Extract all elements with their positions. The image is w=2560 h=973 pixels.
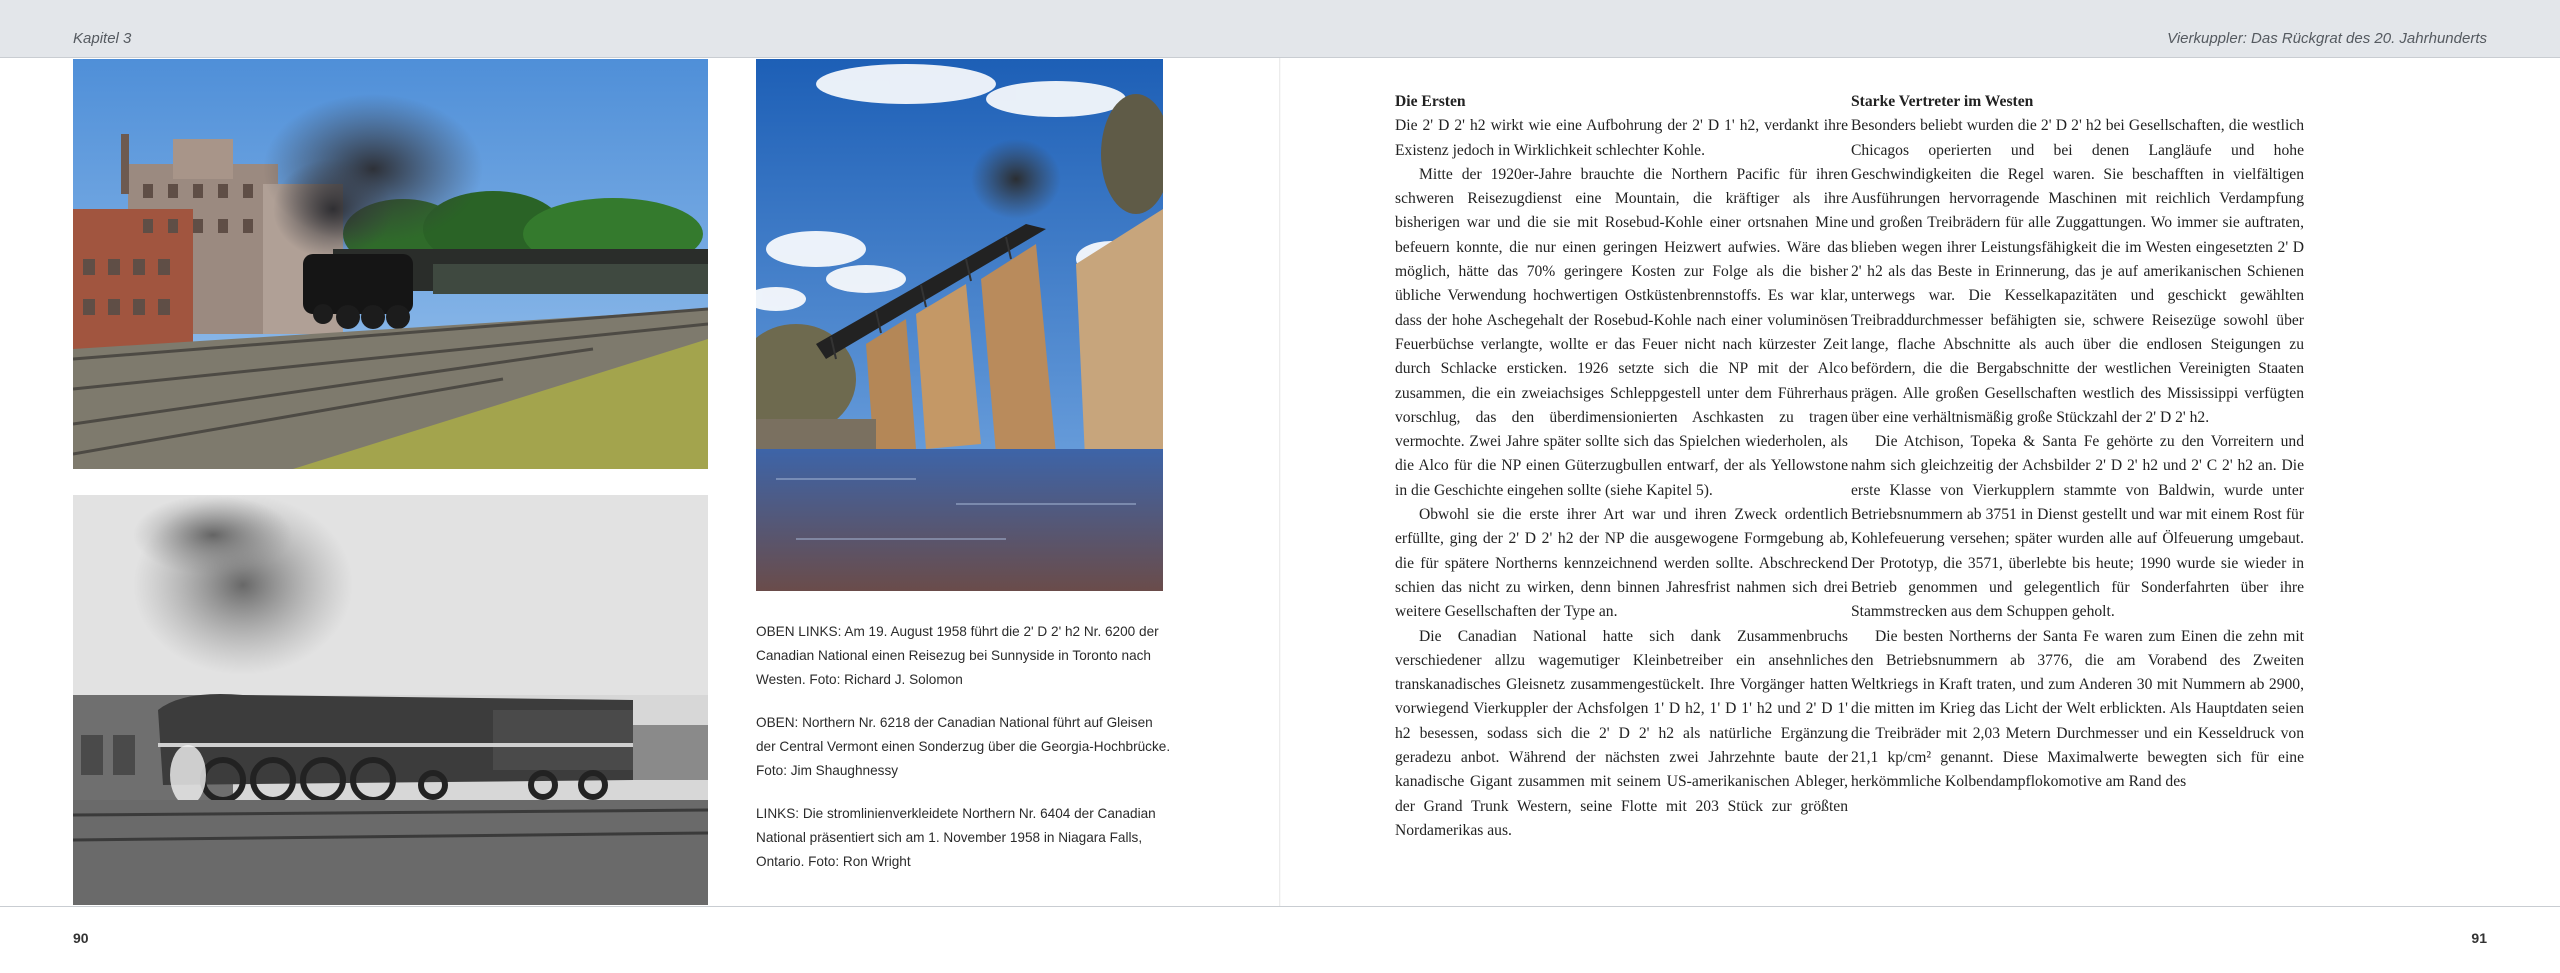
text-column-2 — [1851, 90, 2304, 795]
paragraph: Obwohl sie die erste ihrer Art war und ihren Zweck ordentlich erfüllte, ging der 2' D 2' h2 der NP die ausgewogene Formgebung ab, die für spätere Northerns kennzeichnend werden sollte. Abschreckend schien das nicht zu wirken, denn binnen Jahresfrist nahmen sich drei weitere Gesellschaften der Type an. — [1395, 506, 1848, 621]
paragraph: Besonders beliebt wurden die 2' D 2' h2 bei Gesellschaften, die westlich Chicagos operierten und bei denen Langläufe und hohe Geschwindigkeiten die Regel waren. Sie beschafften in vielfältigen Ausführungen hervorragende Maschinen mit reichlich Verdampfung und großen Treibrädern für alle Zuggattungen. Wo immer sie auftraten, blieben wegen ihrer Leistungsfähigkeit die im Westen eingesetzten 2' D 2' h2 als das Beste in Erinnerung, das je auf amerikanischen Schienen unterwegs war. Die Kesselkapazitäten und geschickt gewählten Treibraddurchmesser befähigten sie, schwere Reisezüge sowohl über lange, flache Abschnitte als auch über die endlosen Steigungen zu befördern, die die Bergabschnitte der westlichen Vereinigten Staaten prägen. Alle großen Gesellschaften westlich des Mississippi verfügten über eine verhältnismäßig große Stückzahl der 2' D 2' h2. — [1851, 117, 2304, 426]
photo-steam-train-station — [73, 59, 708, 469]
chapter-label: Kapitel 3 — [73, 30, 132, 47]
section-heading: Starke Vertreter im Westen — [1851, 93, 2034, 110]
paragraph: Die Canadian National hatte sich dank Zusammenbruchs verschiedener allzu wagemutiger Kleinbetreiber ein ansehnliches transkanadisches Gleisnetz zusammengestückelt. Ihre Vorgänger hatten vorwiegend Vierkuppler der Achsfolgen 1' D h2, 1' D 1' h2 und 2' D 1' h2 besessen, sodass sich die 2' D 2' h2 als natürliche Ergänzung geradezu anbot. Während der nächsten zwei Jahrzehnte baute der kanadische Gigant zusammen mit seinem US-amerikanischen Ableger, der Grand Trunk Western, seine Flotte mit 203 Stück zur größten Nordamerikas aus. — [1395, 627, 1848, 839]
chapter-title: Vierkuppler: Das Rückgrat des 20. Jahrhunderts — [2167, 30, 2487, 47]
paragraph: Die besten Northerns der Santa Fe waren zum Einen die zehn mit den Betriebsnummern ab 3776, die am Vorabend des Zweiten Weltkriegs in Kraft traten, und zum Anderen 30 mit Nummern ab 2900, die mitten im Krieg das Licht der Welt erblickten. Als Hauptdaten seien die Treibräder mit 2,03 Metern Durchmesser und ein Kesseldruck von 21,1 kp/cm² genannt. Diese Maximalwerte bewegten sich für eine herkömmliche Kolbendampflokomotive am Rand des — [1851, 627, 2304, 791]
photo-captions — [756, 620, 1171, 893]
photo-train-on-bridge-image — [756, 59, 1163, 591]
photo-train-on-bridge — [756, 59, 1163, 591]
paragraph: Mitte der 1920er-Jahre brauchte die Northern Pacific für ihren schweren Reisezugdienst eine Mountain, die kräftiger als ihre bisherigen war und die sie mit Rosebud-Kohle einer ortsnahen Mine befeuern konnte, die nur einen geringen Heizwert aufwies. Wäre das möglich, hätte das 70% geringere Kosten zur Folge als die bisher übliche Verwendung hochwertigen Ostküstenbrennstoffs. Es war klar, dass der hohe Aschegehalt der Rosebud-Kohle nach einer voluminösen Feuerbüchse verlangte, wollte er das Feuer nicht nach kürzester Zeit durch Schlacke ersticken. 1926 setzte sich die NP mit der Alco zusammen, die ein zweiachsiges Schleppgestell unter dem Führerhaus vorschlug, das den überdimensionierten Aschkasten zu tragen vermochte. Zwei Jahre später sollte sich das Spielchen wiederholen, als die Alco für die NP einen Güterzugbullen entwarf, der als Yellowstone in die Geschichte eingehen sollte (siehe Kapitel 5). — [1395, 165, 1848, 499]
page-number-left: 90 — [73, 930, 89, 946]
caption-left: LINKS: Die stromlinienverkleidete Northern Nr. 6404 der Canadian National präsentiert sich am 1. November 1958 in Niagara Falls, Ontario. Foto: Ron Wright — [756, 806, 1156, 869]
caption-top: OBEN: Northern Nr. 6218 der Canadian National führt auf Gleisen der Central Vermont einen Sonderzug über die Georgia-Hochbrücke. Foto: Jim Shaughnessy — [756, 715, 1171, 778]
photo-steam-train-station-image — [73, 59, 708, 469]
paragraph: Die 2' D 2' h2 wirkt wie eine Aufbohrung der 2' D 1' h2, verdankt ihre Existenz jedoch in Wirklichkeit schlechter Kohle. — [1395, 117, 1848, 159]
photo-streamlined-locomotive-bw — [73, 495, 708, 905]
running-header — [0, 0, 2560, 58]
page-number-right: 91 — [2471, 930, 2487, 946]
text-column-1 — [1395, 90, 1848, 843]
book-gutter — [1279, 58, 1281, 906]
section-heading: Die Ersten — [1395, 93, 1466, 110]
photo-streamlined-locomotive-bw-image — [73, 495, 708, 905]
paragraph: Die Atchison, Topeka & Santa Fe gehörte zu den Vorreitern und nahm sich gleichzeitig der Achsbilder 2' D 2' h2 und 2' C 2' h2 an. Die erste Klasse von Vierkupplern stammte von Baldwin, wurde unter Betriebsnummern ab 3751 in Dienst gestellt und war mit einem Rost für Kohlefeuerung versehen; später wurden alle auf Ölfeuerung umgebaut. Der Prototyp, die 3571, überlebte bis heute; 1990 wurde sie wieder in Betrieb genommen und gelegentlich für Sonderfahrten über ihre Stammstrecken aus dem Schuppen geholt. — [1851, 433, 2304, 621]
footer-rule — [0, 906, 2560, 907]
caption-top-left: OBEN LINKS: Am 19. August 1958 führt die 2' D 2' h2 Nr. 6200 der Canadian National einen Reisezug bei Sunnyside in Toronto nach Westen. Foto: Richard J. Solomon — [756, 624, 1159, 687]
